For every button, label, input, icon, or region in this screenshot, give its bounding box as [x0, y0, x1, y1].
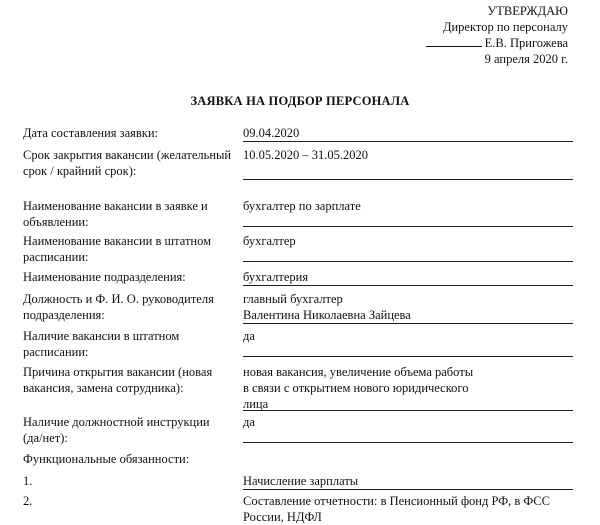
field-value: Начисление зарплаты: [243, 474, 359, 488]
field-underline: [243, 442, 573, 443]
approval-block: [408, 3, 568, 67]
field-value: 09.04.2020: [243, 126, 300, 140]
field-label: Наличие вакансии в штатном расписании:: [23, 329, 180, 359]
field-underline: [243, 323, 573, 324]
field-label: Функциональные обязанности:: [23, 452, 190, 466]
field-value: главный бухгалтер Валентина Николаевна Зайцева: [243, 292, 411, 322]
field-label: Дата составления заявки:: [23, 126, 159, 140]
approver-position: Директор по персоналу: [442, 20, 568, 34]
field-label: Наименование вакансии в заявке и объявлении:: [23, 199, 208, 229]
field-label: Должность и Ф. И. О. руководителя подразделения:: [23, 292, 214, 322]
field-value: бухгалтер: [243, 234, 296, 248]
signature-blank: [426, 36, 482, 47]
approval-date: 9 апреля 2020 г.: [484, 52, 568, 66]
field-label: 1.: [23, 474, 33, 488]
field-underline: [243, 489, 573, 490]
field-label: 2.: [23, 494, 33, 508]
field-label: Причина открытия вакансии (новая вакансия, замена сотрудника):: [23, 365, 213, 395]
field-label: Наименование подразделения:: [23, 270, 186, 284]
field-value: новая вакансия, увеличение объема работы в связи с открытием нового юридического лица: [243, 365, 474, 411]
approver-name: Е.В. Пригожева: [484, 36, 568, 50]
field-underline: [243, 261, 573, 262]
approval-word: УТВЕРЖДАЮ: [487, 4, 568, 18]
field-value: да: [243, 415, 255, 429]
field-label: Наличие должностной инструкции (да/нет):: [23, 415, 210, 445]
field-underline: [243, 285, 573, 286]
approver-signature-line: [408, 35, 568, 51]
field-underline: [243, 226, 573, 227]
field-value: 10.05.2020 – 31.05.2020: [243, 148, 368, 162]
document-title: ЗАЯВКА НА ПОДБОР ПЕРСОНАЛА: [190, 94, 410, 108]
field-label: Наименование вакансии в штатном расписании:: [23, 234, 212, 264]
field-value: бухгалтер по зарплате: [243, 199, 361, 213]
field-label: Срок закрытия вакансии (желательный срок / крайний срок):: [23, 148, 232, 178]
field-underline: [243, 179, 573, 180]
field-value: Составление отчетности: в Пенсионный фонд РФ, в ФСС России, НДФЛ: [243, 494, 550, 524]
field-underline: [243, 410, 573, 411]
field-underline: [243, 141, 573, 142]
field-underline: [243, 356, 573, 357]
field-value: бухгалтерия: [243, 270, 309, 284]
field-value: да: [243, 329, 255, 343]
